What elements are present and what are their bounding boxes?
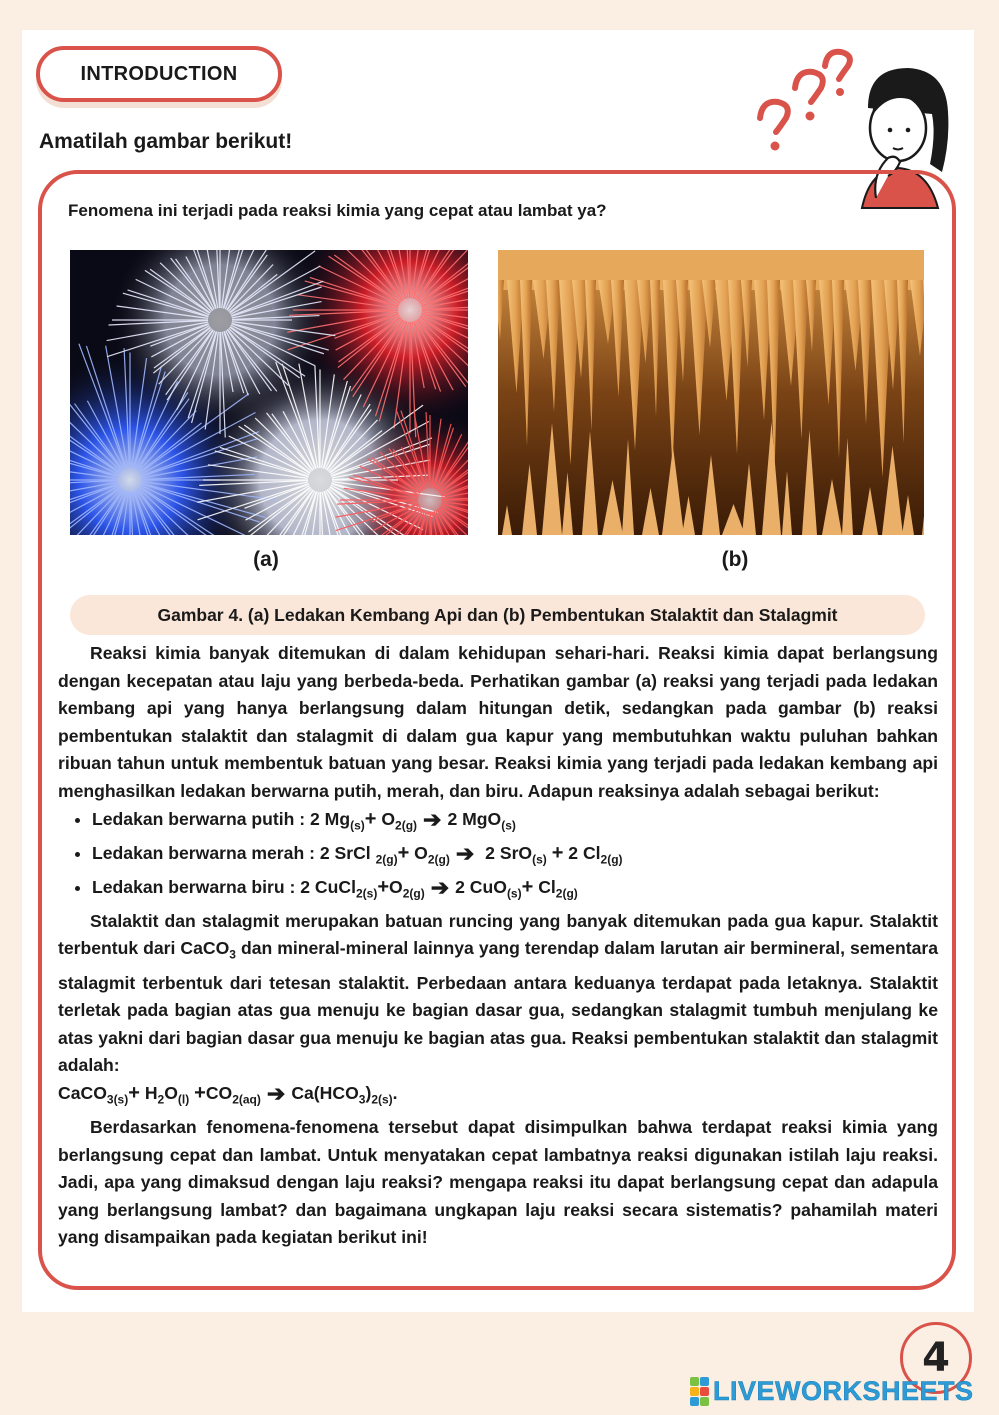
arrow-icon: ➔ — [430, 874, 450, 900]
reaction-red: • Ledakan berwarna merah : 2 SrCl $_{2(g)}+ O_{2(g)}$ ➔ 2 SrO$_{(s)}$ + 2 $Cl_{2(g)}$ — [92, 840, 938, 874]
arrow-icon: ➔ — [455, 840, 475, 866]
figure-caption — [70, 595, 925, 635]
question-text: Fenomena ini terjadi pada reaksi kimia yang cepat atau lambat ya? — [68, 201, 607, 220]
reaction-white: • Ledakan berwarna putih : 2 $Mg_{(s)}+ O_{2(g)}$ ➔ 2 MgO$_{(s)}$ — [92, 806, 938, 840]
fireworks-photo — [70, 250, 468, 535]
cave-stalactite-photo — [498, 250, 924, 535]
liveworksheets-brand[interactable] — [690, 1374, 974, 1408]
reaction-list — [58, 806, 938, 908]
figure-a-label: (a) — [253, 548, 279, 571]
figure-b-label: (b) — [721, 548, 749, 571]
page-number: 4 — [900, 1322, 972, 1394]
caption-text: Gambar 4. (a) Ledakan Kembang Api dan (b) Pembentukan Stalaktit dan Stalagmit — [157, 604, 838, 625]
intro-label: INTRODUCTION — [80, 62, 238, 85]
intro-badge — [36, 46, 282, 102]
arrow-icon: ➔ — [266, 1080, 286, 1106]
paragraph-conclusion: Berdasarkan fenomena-fenomena tersebut dapat disimpulkan bahwa terdapat reaksi kimia yang berlangsung cepat dan lambat. Untuk menyatakan cepat lambatnya reaksi digunakan istilah laju reaksi. Jadi, apa yang dimaksud dengan laju reaksi? mengapa reaksi itu dapat berlangsung cepat dan adapula yang berlangsung lambat? dan bagaimana ungkapan laju reaksi secara sistematis? pahamilah materi yang disampaikan pada kegiatan berikut ini! — [58, 1117, 938, 1248]
instruction-heading: Amatilah gambar berikut! — [39, 130, 293, 153]
paragraph-intro: Reaksi kimia banyak ditemukan di dalam kehidupan sehari-hari. Reaksi kimia dapat berlangsung dengan kecepatan atau laju yang berbeda-beda. Perhatikan gambar (a) reaksi yang terjadi pada ledakan kembang api yang hanya berlangsung dalam hitungan detik, sedangkan pada gambar (b) reaksi pembentukan stalaktit dan stalagmit di dalam gua kapur yang membutuhkan waktu puluhan bahkan ribuan tahun untuk membentuk batuan yang besar. Reaksi kimia yang terjadi pada ledakan kembang api menghasilkan ledakan berwarna putih, merah, dan biru. Adapun reaksinya adalah sebagai berikut: — [58, 643, 938, 801]
reaction-blue: • Ledakan berwarna biru : 2 $CuCl_{2(s)}+O_{2(g)}$ ➔ 2 $CuO_{(s)}+ Cl_{2(g)}$ — [92, 874, 938, 908]
liveworksheets-logo-icon — [690, 1377, 709, 1406]
brand-text: LIVEWORKSHEETS — [713, 1375, 974, 1406]
body-text — [58, 640, 938, 1252]
paragraph-stalactite: Stalaktit dan stalagmit merupakan batuan runcing yang banyak ditemukan pada gua kapur. Stalaktit terbentuk dari CaCO$_3$ dan mineral-mineral lainnya yang terendap dalam larutan air bermineral, sementara stalagmit terbentuk dari tetesan stalaktit. Perbedaan antara keduanya terdapat pada letaknya. Stalaktit terletak pada bagian atas gua menuju ke bagian dasar gua, sedangkan stalagmit tumbuh menjulang ke atas yakni dari bagian dasar gua menuju ke bagian atas gua. Reaksi pembentukan stalaktit dan stalagmit adalah: — [58, 910, 938, 1076]
arrow-icon: ➔ — [423, 806, 442, 832]
cave-reaction-equation: CaCO$_{3(s)}$+ $H_2O_{(l)} +CO_{2(aq)}$ ➔ $Ca(HCO_3)_{2(s)}$. — [58, 1080, 398, 1107]
